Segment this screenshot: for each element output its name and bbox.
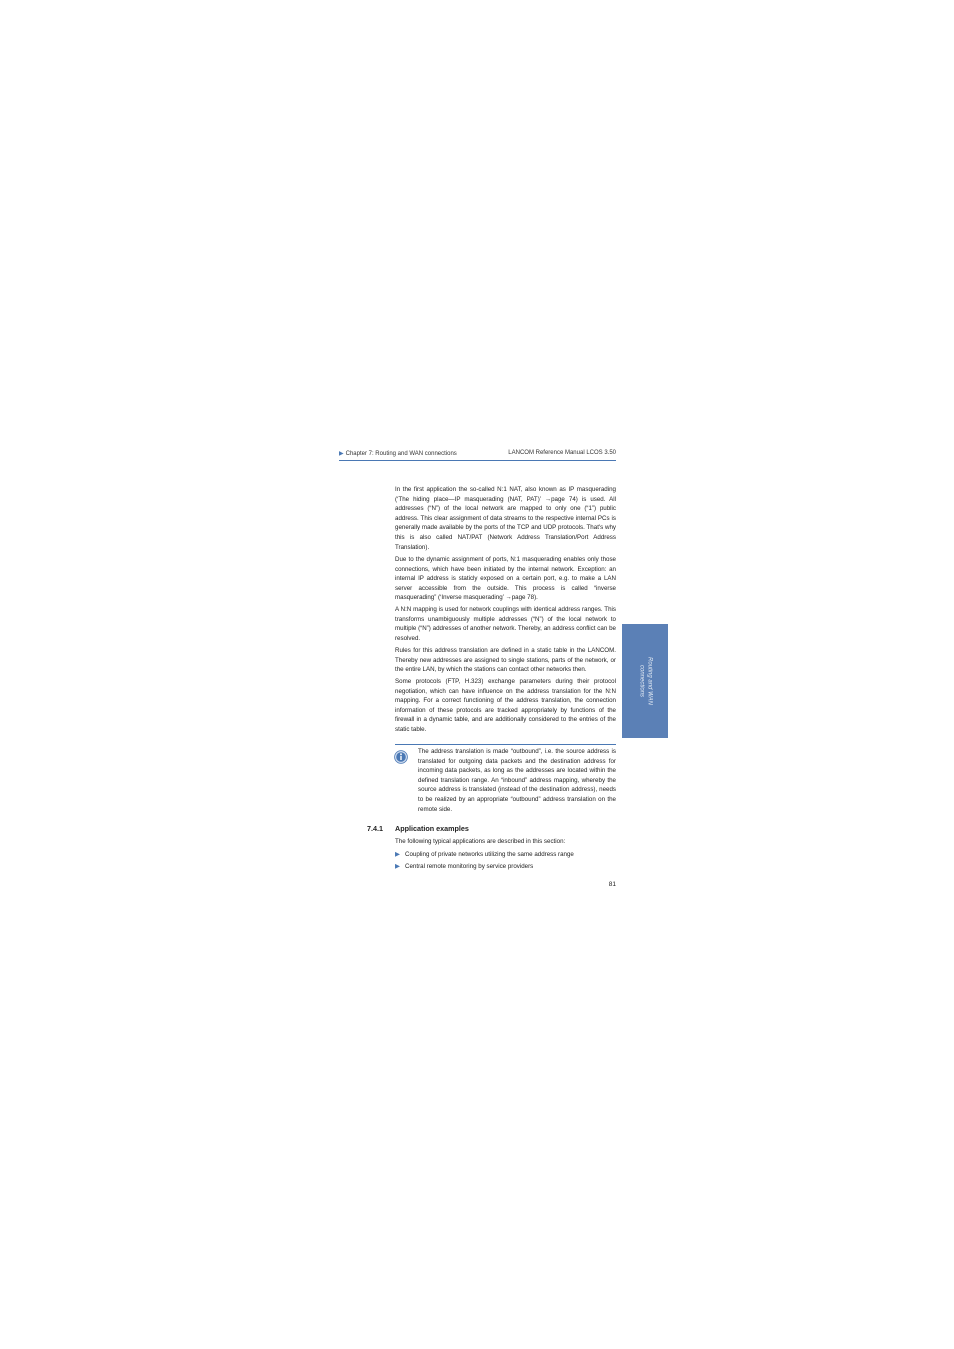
paragraph-1: In the first application the so-called N:1 NAT, also known as IP masquerading (‘The hiding place—IP masquerading (NAT, PAT)’ →page 74) is used. All addresses (“N”) of the local network are mapped to only one (“1”) public address. This clear assignment of data streams to the respective internal PCs is generally made available by the ports of the TCP and UDP protocols. That's why this is also called NAT/PAT (Network Address Translation/Port Address Translation). [395, 486, 616, 551]
paragraph-2: Due to the dynamic assignment of ports, N:1 masquerading enables only those connections, which have been initiated by the internal network. Exception: an internal IP address is staticly exposed on a certain port, e.g. to make a LAN server accessible from the outside. This process is called “inverse masquerading” (‘Inverse masquerading’ →page 78). [395, 556, 616, 602]
header-manual-title: LANCOM Reference Manual LCOS 3.50 [508, 450, 616, 456]
info-icon [394, 750, 408, 764]
side-tab-line-2: connections [639, 664, 645, 698]
paragraph-5: Some protocols (FTP, H.323) exchange parameters during their protocol negotiation, which can have influence on the address translation for the N:N mapping. For a correct functioning of the address translation, the connection information of these protocols are tracked appropriately by functions of the firewall in a dynamic table, and are additionally considered to the entries of the static table. [395, 678, 616, 733]
page-header [339, 449, 616, 460]
header-chapter [339, 450, 457, 457]
triangle-right-icon: ▶ [395, 863, 400, 870]
paragraph-3: A N:N mapping is used for network couplings with identical address ranges. This transforms unambiguously multiple addresses (“N”) of the local network to multiple (“N”) addresses of another network. Thereby, an address conflict can be resolved. [395, 606, 616, 642]
section-intro: The following typical applications are described in this section: [395, 838, 566, 845]
list-item [395, 862, 533, 870]
note-divider [395, 744, 616, 745]
list-item-text: Central remote monitoring by service providers [405, 863, 534, 870]
list-item-text: Coupling of private networks utilizing the same address range [405, 851, 574, 858]
triangle-right-icon: ▶ [395, 851, 400, 858]
section-number: 7.4.1 [367, 824, 383, 833]
triangle-right-icon: ▶ [339, 451, 344, 457]
paragraph-4: Rules for this address translation are defined in a static table in the LANCOM. Thereby new addresses are assigned to single stations, parts of the network, or the entire LAN, by which the stations can contact other networks then. [395, 647, 616, 674]
page-number: 81 [608, 881, 616, 888]
side-tab-line-1: Routing and WAN [646, 657, 653, 705]
header-rule [339, 460, 616, 461]
header-chapter-text: Chapter 7: Routing and WAN connections [345, 451, 457, 457]
list-item [395, 850, 574, 858]
chapter-side-tab [622, 624, 668, 738]
note-text: The address translation is made “outbound”, i.e. the source address is translated for outgoing data packets and the destination address for incoming data packets, as long as the addresses are located within the defined translation range. An “inbound” address mapping, whereby the source address is translated (instead of the destination address), needs to be realized by an appropriate “outbound” address translation on the remote side. [418, 748, 616, 813]
section-title: Application examples [395, 824, 469, 833]
side-tab-label [638, 657, 653, 705]
